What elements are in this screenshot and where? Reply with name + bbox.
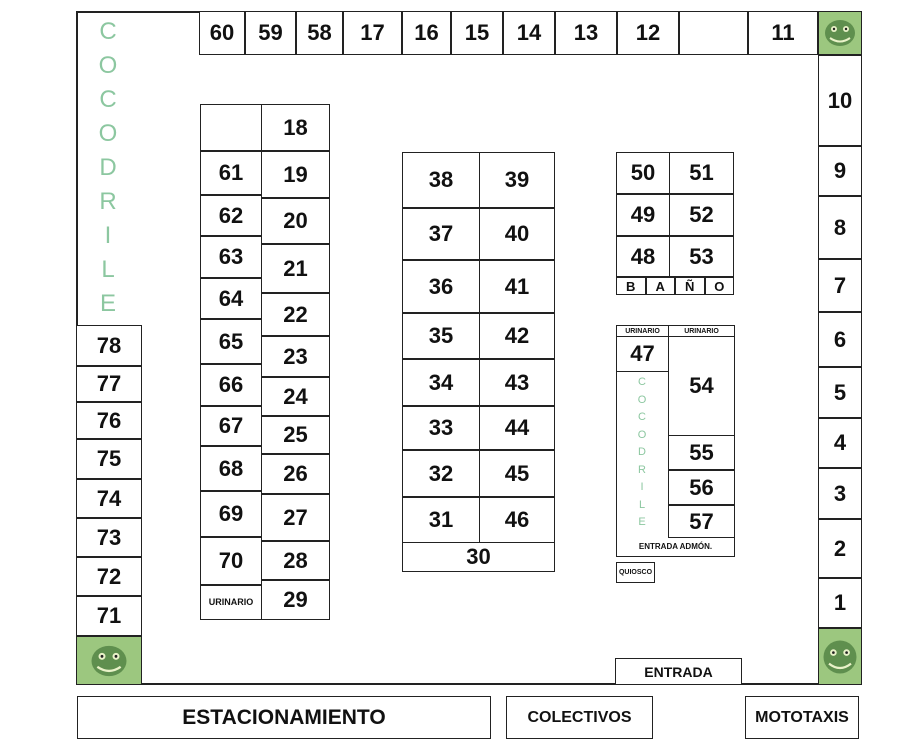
stall-32[interactable]: 32 bbox=[402, 450, 480, 497]
stall-50[interactable]: 50 bbox=[616, 152, 670, 194]
stall-7[interactable]: 7 bbox=[818, 259, 862, 312]
stall-28[interactable]: 28 bbox=[261, 541, 330, 580]
stall-31[interactable]: 31 bbox=[402, 497, 480, 543]
stall-77[interactable]: 77 bbox=[76, 366, 142, 402]
stall-42[interactable]: 42 bbox=[479, 313, 555, 359]
urinario-label: URINARIO bbox=[616, 325, 669, 337]
crocodile-head-icon bbox=[818, 11, 862, 55]
stall-37[interactable]: 37 bbox=[402, 208, 480, 260]
stall-5[interactable]: 5 bbox=[818, 367, 862, 418]
stall-56[interactable]: 56 bbox=[668, 470, 735, 505]
vertical-letter: L bbox=[101, 256, 115, 283]
stall-empty[interactable] bbox=[679, 11, 748, 55]
stall-58[interactable]: 58 bbox=[296, 11, 343, 55]
stall-66[interactable]: 66 bbox=[200, 364, 262, 406]
stall-24[interactable]: 24 bbox=[261, 377, 330, 416]
stall-12[interactable]: 12 bbox=[617, 11, 679, 55]
mototaxis-zone[interactable]: MOTOTAXIS bbox=[745, 696, 859, 739]
stall-55[interactable]: 55 bbox=[668, 435, 735, 470]
stall-20[interactable]: 20 bbox=[261, 198, 330, 244]
vertical-letter: R bbox=[99, 188, 117, 215]
vertical-letter: C bbox=[99, 86, 117, 113]
crocodile-head-icon bbox=[818, 628, 862, 685]
vertical-letter: O bbox=[637, 428, 647, 441]
vertical-letter: C bbox=[638, 411, 646, 423]
stall-18[interactable]: 18 bbox=[261, 104, 330, 151]
stall-1[interactable]: 1 bbox=[818, 578, 862, 628]
stall-39[interactable]: 39 bbox=[479, 152, 555, 208]
stall-71[interactable]: 71 bbox=[76, 596, 142, 636]
stall-57[interactable]: 57 bbox=[668, 505, 735, 538]
vertical-letter: O bbox=[637, 393, 647, 406]
stall-8[interactable]: 8 bbox=[818, 196, 862, 259]
stall-78[interactable]: 78 bbox=[76, 325, 142, 366]
stall-74[interactable]: 74 bbox=[76, 479, 142, 518]
vertical-letter: R bbox=[638, 463, 646, 476]
stall-63[interactable]: 63 bbox=[200, 236, 262, 278]
entrada[interactable]: ENTRADA bbox=[615, 658, 742, 685]
stall-26[interactable]: 26 bbox=[261, 454, 330, 494]
stall-21[interactable]: 21 bbox=[261, 244, 330, 293]
stall-72[interactable]: 72 bbox=[76, 557, 142, 596]
stall-68[interactable]: 68 bbox=[200, 446, 262, 491]
stall-53[interactable]: 53 bbox=[669, 236, 734, 277]
stall-75[interactable]: 75 bbox=[76, 439, 142, 479]
stall-73[interactable]: 73 bbox=[76, 518, 142, 557]
stall-30[interactable]: 30 bbox=[402, 542, 555, 572]
urinario-label: URINARIO bbox=[668, 325, 735, 337]
stall-65[interactable]: 65 bbox=[200, 319, 262, 364]
stall-70[interactable]: 70 bbox=[200, 537, 262, 585]
stall-27[interactable]: 27 bbox=[261, 494, 330, 541]
stall-49[interactable]: 49 bbox=[616, 194, 670, 236]
bano-letter: B bbox=[616, 277, 646, 295]
stall-69[interactable]: 69 bbox=[200, 491, 262, 537]
crocodile-head-icon bbox=[76, 636, 142, 685]
stall-10[interactable]: 10 bbox=[818, 55, 862, 146]
stall-59[interactable]: 59 bbox=[245, 11, 296, 55]
stall-29[interactable]: 29 bbox=[261, 580, 330, 620]
side-cocodrile-label bbox=[88, 18, 128, 318]
stall-23[interactable]: 23 bbox=[261, 336, 330, 377]
vertical-letter: I bbox=[104, 222, 112, 249]
vertical-letter: D bbox=[638, 446, 646, 458]
stall-19[interactable]: 19 bbox=[261, 151, 330, 198]
stall-45[interactable]: 45 bbox=[479, 450, 555, 497]
bano-letter: O bbox=[705, 277, 735, 295]
vertical-letter: E bbox=[638, 516, 646, 528]
vertical-letter: L bbox=[638, 498, 646, 511]
stall-14[interactable]: 14 bbox=[503, 11, 555, 55]
stall-22[interactable]: 22 bbox=[261, 293, 330, 336]
stall-16[interactable]: 16 bbox=[402, 11, 451, 55]
stall-9[interactable]: 9 bbox=[818, 146, 862, 196]
vertical-letter: D bbox=[99, 154, 117, 181]
stall-11[interactable]: 11 bbox=[748, 11, 818, 55]
vertical-letter: O bbox=[98, 52, 118, 79]
bano-label-row bbox=[616, 277, 734, 295]
stall-15[interactable]: 15 bbox=[451, 11, 503, 55]
stall-13[interactable]: 13 bbox=[555, 11, 617, 55]
stall-43[interactable]: 43 bbox=[479, 359, 555, 406]
quiosco[interactable]: QUIOSCO bbox=[616, 562, 655, 583]
stall-38[interactable]: 38 bbox=[402, 152, 480, 208]
stall-51[interactable]: 51 bbox=[669, 152, 734, 194]
stall-47[interactable]: 47 bbox=[616, 336, 669, 372]
stall-46[interactable]: 46 bbox=[479, 497, 555, 543]
stall-25[interactable]: 25 bbox=[261, 416, 330, 454]
stall-6[interactable]: 6 bbox=[818, 312, 862, 367]
urinario-block-a[interactable]: URINARIO bbox=[200, 585, 262, 620]
stall-36[interactable]: 36 bbox=[402, 260, 480, 313]
estacionamiento-zone[interactable]: ESTACIONAMIENTO bbox=[77, 696, 491, 739]
bano-letter: Ñ bbox=[675, 277, 705, 295]
stall-76[interactable]: 76 bbox=[76, 402, 142, 439]
vertical-letter: O bbox=[98, 120, 118, 147]
colectivos-zone[interactable]: COLECTIVOS bbox=[506, 696, 653, 739]
stall-60[interactable]: 60 bbox=[199, 11, 245, 55]
stall-40[interactable]: 40 bbox=[479, 208, 555, 260]
stall-61[interactable]: 61 bbox=[200, 151, 262, 195]
stall-41[interactable]: 41 bbox=[479, 260, 555, 313]
vertical-letter: I bbox=[640, 481, 644, 493]
stall-3[interactable]: 3 bbox=[818, 468, 862, 519]
stall-empty[interactable] bbox=[200, 104, 262, 151]
vertical-letter: C bbox=[99, 18, 117, 45]
entrada-admon-label: ENTRADA ADMÓN. bbox=[638, 542, 713, 551]
vertical-letter: C bbox=[638, 376, 646, 388]
bano-letter: A bbox=[646, 277, 676, 295]
stall-33[interactable]: 33 bbox=[402, 406, 480, 450]
island-cocodrile-label bbox=[630, 376, 654, 528]
stall-64[interactable]: 64 bbox=[200, 278, 262, 319]
stall-48[interactable]: 48 bbox=[616, 236, 670, 277]
stall-17[interactable]: 17 bbox=[343, 11, 402, 55]
stall-44[interactable]: 44 bbox=[479, 406, 555, 450]
stall-35[interactable]: 35 bbox=[402, 313, 480, 359]
vertical-letter: E bbox=[99, 290, 116, 317]
stall-62[interactable]: 62 bbox=[200, 195, 262, 236]
stall-54[interactable]: 54 bbox=[668, 336, 735, 436]
stall-34[interactable]: 34 bbox=[402, 359, 480, 406]
stall-4[interactable]: 4 bbox=[818, 418, 862, 468]
stall-52[interactable]: 52 bbox=[669, 194, 734, 236]
stall-2[interactable]: 2 bbox=[818, 519, 862, 578]
stall-67[interactable]: 67 bbox=[200, 406, 262, 446]
